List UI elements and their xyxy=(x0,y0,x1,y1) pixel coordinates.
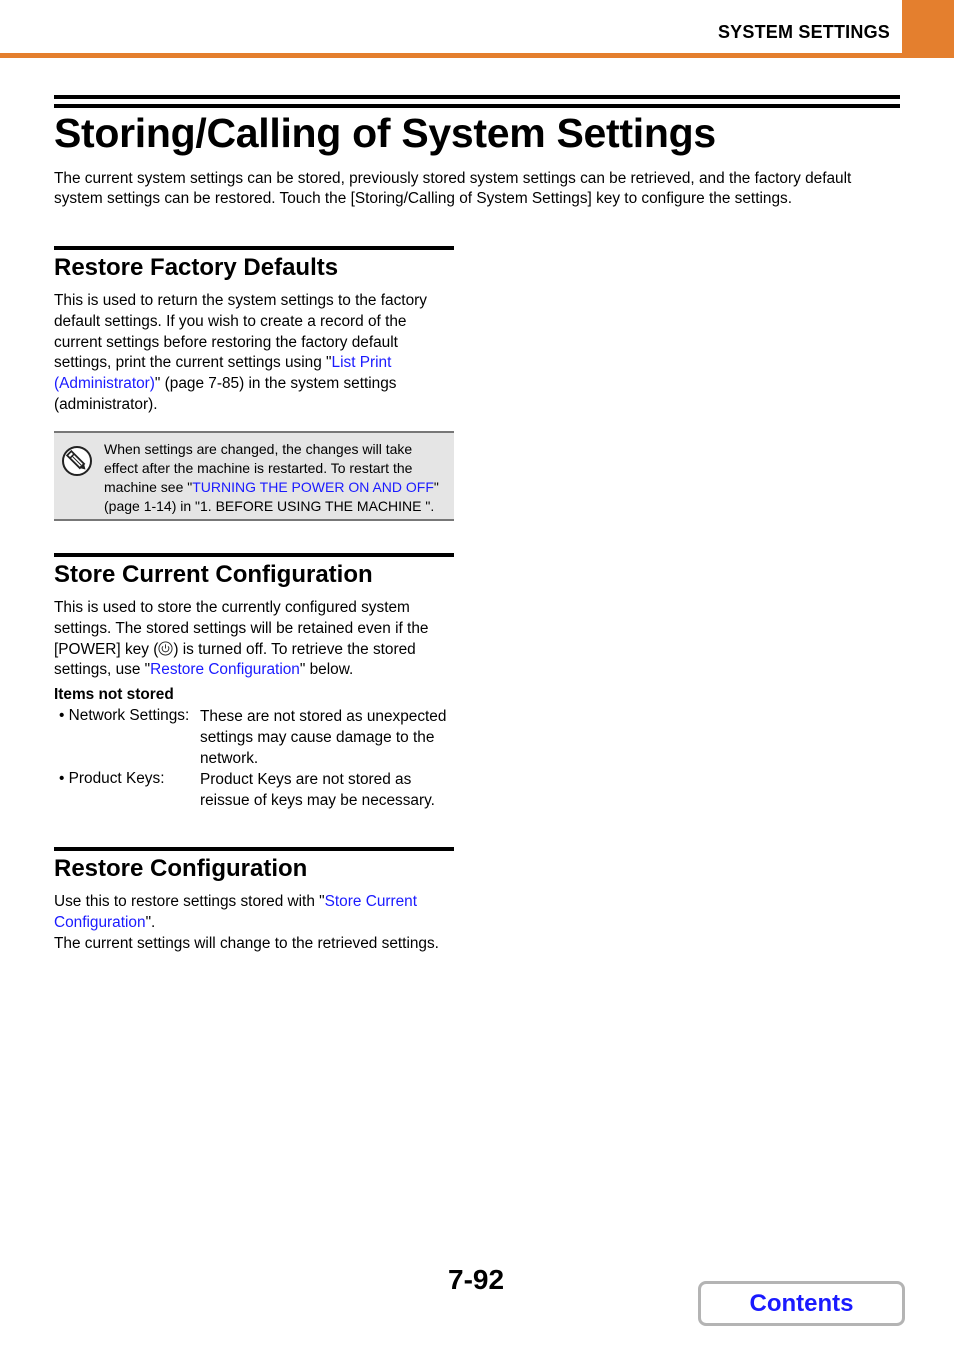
page-number: 7-92 xyxy=(448,1264,505,1295)
note-text: When settings are changed, the changes will take effect after the machine is restarted. To restart the machine see "TURNING THE POWER ON AND OFF" (page 1-14) in "1. BEFORE USING THE MACHINE ". xyxy=(104,441,439,514)
header-tab xyxy=(902,0,954,55)
section-heading-restore-configuration: Restore Configuration xyxy=(54,855,308,882)
restore-configuration-text: Use this to restore settings stored with "Store Current Configuration". The current settings will change to the retrieved settings. xyxy=(54,893,439,952)
list-item-label: • Network Settings: xyxy=(59,707,190,724)
power-key-icon xyxy=(158,641,173,656)
section-heading-restore-factory: Restore Factory Defaults xyxy=(54,254,339,281)
header-divider xyxy=(0,53,954,58)
section-rule xyxy=(54,847,454,851)
section-rule xyxy=(54,246,454,250)
store-current-text: This is used to store the currently configured system settings. The stored settings will be retained even if the [POWER] key ( ) is turned off. To retrieve the stored settings, use "Restore Configuration" below. xyxy=(54,599,429,679)
list-item-desc: Product Keys are not stored as reissue of keys may be necessary. xyxy=(200,771,435,809)
link-restore-configuration[interactable]: Restore Configuration xyxy=(150,661,300,679)
section-rule xyxy=(54,553,454,557)
intro-paragraph: The current system settings can be stored, previously stored system settings can be retrieved, and the factory default system settings can be restored. Touch the [Storing/Calling of System Settings] key to configure the settings. xyxy=(54,170,852,207)
header-section-title: SYSTEM SETTINGS xyxy=(717,22,890,42)
title-rule-top xyxy=(54,95,900,99)
list-item-desc: These are not stored as unexpected settings may cause damage to the network. xyxy=(200,708,447,767)
page-title: Storing/Calling of System Settings xyxy=(54,110,716,156)
link-list-print[interactable]: List Print (Administrator) xyxy=(54,354,392,393)
restore-factory-text: This is used to return the system settings to the factory default settings. If you wish to create a record of the current settings before restoring the factory default settings, print the current settings using "List Print (Administrator)" (page 7-85) in the system settings (administrator). xyxy=(54,292,427,413)
list-item-label: • Product Keys: xyxy=(59,770,165,787)
note-box xyxy=(54,431,454,521)
link-store-current-configuration[interactable]: Store Current Configuration xyxy=(54,893,418,931)
pencil-note-icon xyxy=(61,445,93,477)
title-rule-bottom xyxy=(54,104,900,108)
link-power-on-off[interactable]: TURNING THE POWER ON AND OFF xyxy=(192,479,434,495)
contents-button[interactable]: Contents xyxy=(698,1281,905,1326)
items-not-stored-label: Items not stored xyxy=(54,686,174,703)
section-heading-store-current: Store Current Configuration xyxy=(54,561,373,588)
